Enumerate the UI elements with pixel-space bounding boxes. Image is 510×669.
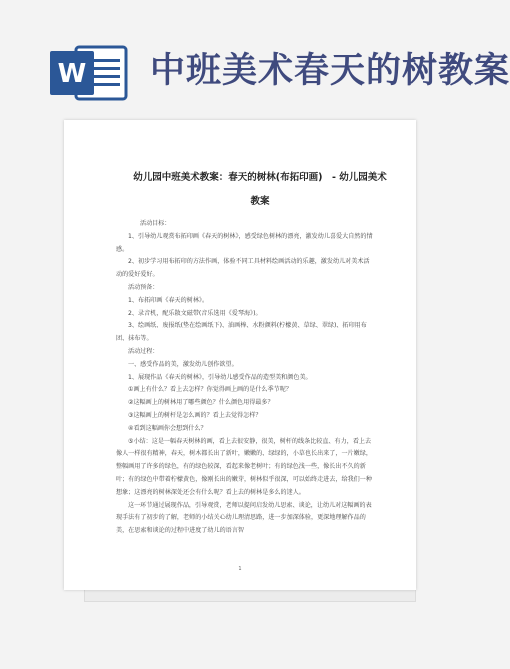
document-title: 幼儿园中班美术教案：春天的树林(布拓印画) - 幼儿园美术教案: [133, 172, 387, 207]
paragraph: ①画上有什么？看上去怎样？你觉得画上画的是什么季节呢？: [128, 386, 292, 394]
paragraph: 1、展现作品《春天的树林》，引导幼儿感受作品的造型美和颜色美。: [128, 373, 312, 381]
paragraph: 1、布拓印画《春天的树林》。: [128, 296, 209, 304]
document-page: [64, 120, 416, 590]
paragraph: 一、感受作品的美，激发幼儿创作欲望。: [128, 360, 238, 368]
paragraph: 1、引导幼儿观赏布拓印画《春天的树林》，感受绿色树林的漂亮，激发幼儿喜爱大自然的情感。: [116, 232, 373, 253]
banner-title: 中班美术春天的树教案: [150, 51, 510, 91]
paragraph: 活动预备：: [128, 283, 159, 291]
page-number: 1: [238, 566, 242, 572]
paragraph: 活动目标：: [140, 220, 171, 227]
document-body: [116, 218, 374, 538]
paragraph: ②这幅画上的树林用了哪些颜色？什么颜色用得最多？: [128, 399, 274, 407]
paragraph: ④看到这幅画你会想到什么？: [128, 424, 207, 432]
paragraph: 2、录音机，配乐散文磁带(音乐选用《爱琴海》)。: [128, 309, 262, 317]
paragraph: 2、初步学习用布拓印的方法作画，体验不同工具材料绘画活动的乐趣，激发幼儿对美术活动的爱好爱好。: [116, 258, 370, 279]
paragraph: 这一环节通过展现作品，引导观赏，老师以提问启发幼儿思索、谈论，让幼儿对这幅画的表现手法有了初步的了解，老师的小结关心幼儿理清思路，进一步加深体验，更深地理解作品的美，在思索和谈论的过程中进度了幼儿的语言智: [116, 501, 372, 535]
paragraph: 活动过程：: [128, 347, 159, 355]
svg-text:W: W: [57, 59, 87, 89]
paragraph: 3、绘画纸、废报纸(垫在绘画纸下)、油画棒、水粉颜料(柠檬黄、草绿、翠绿)、拓印用布团、抹布等。: [116, 322, 367, 343]
banner-header: [0, 0, 510, 118]
word-document-icon: [50, 43, 130, 103]
paragraph: ③这幅画上的树杆是怎么画的？看上去觉得怎样？: [128, 411, 262, 419]
paragraph: ⑤小结：这是一幅春天树林的画，看上去很安静，很美，树杆的线条比较直、有力，看上去像人一样很有精神，春天，树木都长出了新叶，嫩嫩的、绿绿的，小草也长出来了，一片嫩绿，整幅画用了许多的绿色，有的绿色较深，看起来像老树叶；有的绿色浅一些，像长出不久的新叶；有的绿色中带着柠檬黄色，像刚长出的嫩芽，树林似乎很深，可以始终走进去，给我们一种想象；这漂亮的树林深处还会有什么呢？看上去的树林是多么的迷人。: [116, 437, 372, 496]
watermark: [72, 300, 80, 311]
